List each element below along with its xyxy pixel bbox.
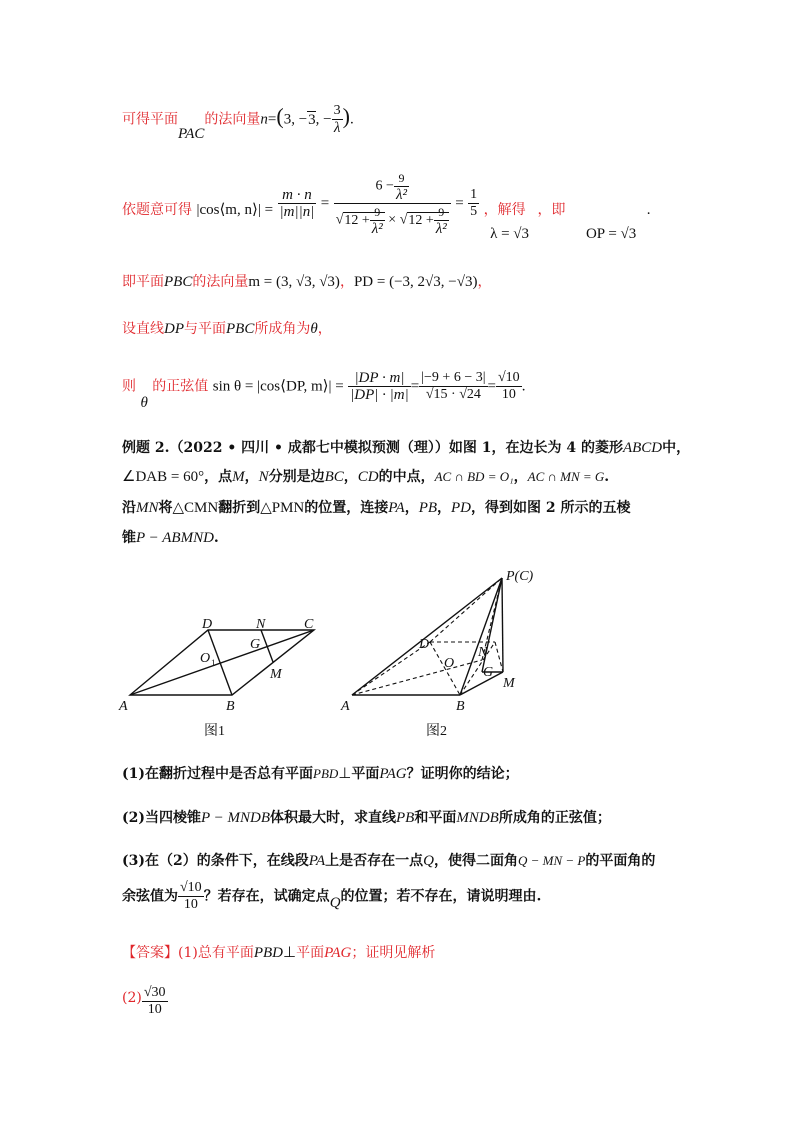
line-normal-vector-pac: 可得平面PAC的法向量n=(3, −3, − $\frac{3}{\lambda}$ ).: [122, 103, 354, 142]
numerator: 3: [333, 103, 341, 118]
d: λ²: [371, 221, 383, 237]
denominator: λ: [333, 120, 341, 136]
question-2: [122, 807, 611, 827]
point-n: N: [258, 469, 269, 485]
fig2-label-a: A: [341, 699, 350, 714]
example-line-4: [122, 527, 219, 547]
fraction-lambda: 6 − $\frac{9}{\text{λ²}}$ √12 + $\frac{9}{\text{λ²}}$ × √12 + $\frac{9}{\text{λ²}}$: [334, 170, 451, 237]
period: .: [521, 378, 526, 395]
fraction-sqrt30: [142, 985, 168, 1018]
den-a: 12 +: [344, 212, 370, 228]
end: ，: [477, 274, 492, 290]
text: 和平面: [414, 810, 457, 826]
n: 9: [370, 204, 385, 221]
text: ，: [404, 500, 419, 516]
example-line-3: [122, 497, 631, 517]
text: 体积最大时，求直线: [270, 810, 397, 826]
text: 即平面: [122, 274, 164, 290]
text: 则: [122, 378, 136, 395]
fig1-label-a: A: [119, 699, 128, 714]
fraction: [332, 103, 343, 136]
answer-line-1: [122, 942, 435, 962]
fig1-label-o1: O: [200, 651, 211, 666]
question-1: [122, 763, 519, 783]
text: ，: [437, 500, 452, 516]
fig1-label-c: C: [304, 617, 314, 632]
period: .: [646, 201, 651, 218]
intersection-2: AC ∩ MN = G: [527, 469, 605, 484]
vector-value-a: 3, −: [283, 111, 308, 128]
triangle-pmn: △PMN: [260, 500, 305, 516]
solution-lambda: λ = √3: [490, 225, 530, 242]
n: 9: [434, 204, 449, 221]
fig2-label-m: M: [503, 676, 515, 691]
text: 翻折到: [218, 500, 261, 516]
text: 中，: [662, 440, 691, 456]
example-source: （2022 • 四川 • 成都七中模拟预测（理））如图 1，在边长为 4 的菱形: [169, 440, 623, 456]
numerator: m · n: [278, 187, 317, 204]
figures: [0, 565, 800, 745]
line-normal-vector-pbc: [122, 271, 491, 291]
plane-pag: PAG: [379, 766, 407, 782]
segment-pb: PB: [418, 500, 438, 516]
point-q: Q: [423, 853, 434, 869]
fig1-label-o1-sub: 1: [211, 658, 216, 668]
solid-pmndb: P − MNDB: [201, 810, 271, 826]
text: .: [604, 469, 610, 485]
period: .: [349, 111, 354, 128]
line-angle-theta: [122, 318, 332, 338]
figure-1-caption: 图1: [204, 724, 225, 739]
perp-symbol: ⊥: [283, 945, 297, 961]
line-pb: PB: [396, 810, 415, 826]
text: 平面: [351, 766, 380, 782]
denominator: √15 · √24: [425, 387, 481, 402]
dihedral-angle: Q − MN − P: [518, 853, 586, 868]
equals: =: [267, 111, 277, 128]
line-sine-value: 则 θ 的正弦值 sin θ = |cos⟨DP, m⟩| = $\frac{|DP \cdot m|}{|DP| \cdot |m|}$ = $\frac{|-9 + 6 - 3|}{√15 \cdot √24}$ = $\frac{√10}{10}$ .: [122, 370, 526, 411]
plane-pbd: PBD: [313, 766, 339, 781]
num: (2): [122, 810, 145, 826]
cos-expression: |cos⟨m, n⟩| =: [196, 201, 274, 218]
fraction-1: [348, 370, 411, 403]
text: 余弦值为: [122, 888, 178, 905]
den-a: 12 +: [408, 212, 434, 228]
end: ，: [317, 321, 332, 337]
numerator: |DP · m|: [348, 370, 411, 387]
plane-mndb: MNDB: [456, 810, 499, 826]
point-q: Q: [329, 894, 341, 911]
numerator: 1: [470, 187, 478, 202]
solution-op: OP = √3: [585, 225, 637, 242]
line-dp: DP: [164, 321, 184, 337]
denominator: 10: [147, 1002, 162, 1017]
vector-value-b: 3: [308, 111, 316, 128]
fig1-label-b: B: [226, 699, 235, 714]
question-3-cont: [122, 880, 541, 913]
text: 总有平面: [197, 945, 254, 961]
segment-mn: MN: [136, 500, 159, 516]
num: (1): [122, 766, 145, 782]
text: 的位置；若不存在，请说明理由.: [340, 888, 542, 905]
fraction-2: [419, 370, 487, 403]
example-line-1: [122, 437, 690, 457]
text: 所成角为: [254, 321, 311, 337]
denominator: |DP| · |m|: [350, 387, 409, 403]
fig2-label-d: D: [419, 637, 430, 652]
numerator: √10: [498, 370, 520, 385]
text: 当四棱锥: [145, 810, 201, 826]
d: λ²: [435, 221, 447, 237]
d: λ²: [395, 187, 407, 203]
plane-pbd: PBD: [253, 945, 284, 961]
n: 9: [394, 170, 409, 187]
num: (2): [122, 989, 142, 1006]
denominator: |m||n|: [279, 204, 315, 220]
theta: θ: [140, 394, 148, 411]
text: 在（2）的条件下，在线段: [145, 853, 309, 869]
text: ，解得: [483, 201, 526, 218]
example-label: 例题 2.: [122, 440, 170, 456]
denominator: 10: [501, 387, 516, 402]
text: 与平面: [184, 321, 226, 337]
fraction-mn: [278, 187, 317, 220]
text: 的位置，连接: [304, 500, 389, 516]
point-m: M: [232, 469, 245, 485]
fig2-label-b: B: [456, 699, 465, 714]
num-a: 6 −: [375, 178, 394, 194]
text: ，点: [204, 469, 233, 485]
text: 上是否存在一点: [325, 853, 424, 869]
denominator: 5: [470, 204, 478, 219]
fig1-label-g: G: [250, 637, 261, 652]
fig2-label-p: P(C): [506, 569, 534, 584]
plane-pbc: PBC: [164, 274, 193, 290]
figure-2-caption: 图2: [426, 724, 447, 739]
fig2-label-o: O: [444, 656, 455, 671]
fig2-label-g: G: [483, 665, 494, 680]
answer-label: 【答案】: [122, 945, 178, 961]
solid-pabmnd: P − ABMND: [136, 530, 214, 546]
segment-pa: PA: [388, 500, 405, 516]
plane-pag: PAG: [324, 945, 352, 961]
text: ，得到如图 2 所示的五棱: [471, 500, 631, 516]
plane-pac: PAC: [178, 125, 205, 142]
fraction-sqrt10: [178, 880, 204, 913]
sep: ，: [339, 274, 354, 290]
vector-m: m = (3, √3, √3): [248, 274, 340, 290]
text: 平面: [296, 945, 325, 961]
angle-dab: ∠DAB = 60°: [122, 469, 205, 485]
text: 的法向量: [204, 111, 261, 128]
example-line-2: [122, 466, 609, 486]
text: 依题意可得: [122, 201, 192, 218]
text: 的正弦值: [152, 378, 209, 395]
line-cos-condition: 依题意可得 |cos⟨m, n⟩| = $\frac{m \cdot n}{|m||n|}$ = 6 − $\frac{9}{\text{λ²}}$ √12 + $\frac{9}{\text{λ²}}$ × √12 + $\frac{9}{\text{λ²}}$ = $\frac{1}{5}$ ，解得 λ = √3 ，即 OP = √3 .: [122, 171, 651, 242]
text: 设直线: [122, 321, 164, 337]
vector-value-c: , −: [315, 111, 332, 128]
triangle-cmn: △CMN: [172, 500, 219, 516]
fig1-label-n: N: [256, 617, 266, 632]
numerator: |−9 + 6 − 3|: [421, 370, 486, 385]
fraction-result: [468, 187, 479, 220]
text: .: [213, 530, 219, 546]
text: 的平面角的: [585, 853, 656, 869]
intersection-1: AC ∩ BD = O₁: [434, 469, 514, 484]
question-3: [122, 850, 655, 870]
text: ，使得二面角: [434, 853, 518, 869]
text: 在翻折过程中是否总有平面: [145, 766, 313, 782]
text: ，: [513, 469, 528, 485]
text: 所成角的正弦值；: [498, 810, 611, 826]
num: (3): [122, 853, 145, 869]
plane-pbc: PBC: [226, 321, 255, 337]
answer-line-2: [122, 985, 168, 1018]
text: ；证明见解析: [351, 945, 436, 961]
text: 的中点，: [378, 469, 435, 485]
perp-symbol: ⊥: [338, 766, 352, 782]
edge-cd: CD: [357, 469, 379, 485]
sin-expression: sin θ = |cos⟨DP, m⟩| =: [212, 378, 344, 395]
text: 锥: [122, 530, 136, 546]
text: ？若存在，试确定点: [203, 888, 330, 905]
numerator: √30: [143, 985, 166, 1000]
fig2-label-n: N: [478, 645, 488, 660]
denominator: 10: [183, 897, 198, 912]
text: ？证明你的结论；: [406, 766, 519, 782]
times: ×: [388, 212, 397, 228]
edge-bc: BC: [324, 469, 344, 485]
text: 将: [158, 500, 173, 516]
text: ，: [343, 469, 358, 485]
text: 沿: [122, 500, 136, 516]
fig1-label-d: D: [202, 617, 213, 632]
segment-pd: PD: [451, 500, 472, 516]
vector-pd: PD = (−3, 2√3, −√3): [353, 274, 478, 290]
text: 分别是边: [268, 469, 325, 485]
text: ，: [244, 469, 259, 485]
fraction-3: [496, 370, 522, 403]
text: 的法向量: [192, 274, 249, 290]
figure-1-rhombus: [130, 630, 314, 695]
text: ，即: [537, 201, 566, 218]
numerator: √10: [180, 880, 202, 895]
text: 可得平面: [122, 111, 178, 128]
fig1-label-m: M: [270, 667, 282, 682]
theta: θ: [310, 321, 318, 337]
vector-n: n: [260, 111, 268, 128]
num: (1): [178, 945, 198, 961]
segment-pa: PA: [308, 853, 326, 869]
shape-abcd: ABCD: [622, 440, 663, 456]
